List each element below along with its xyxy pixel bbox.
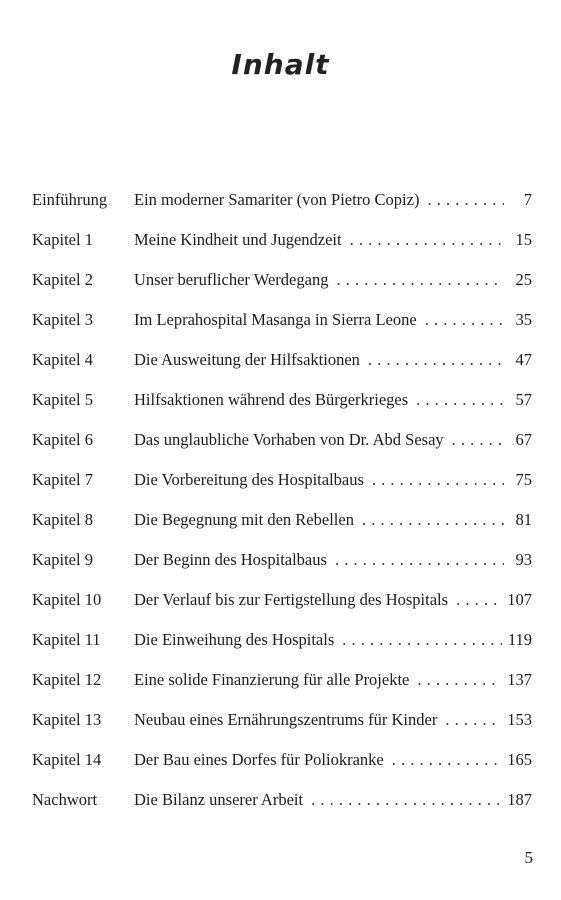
toc-page-number: 47	[515, 350, 532, 369]
toc-leader	[445, 702, 501, 738]
toc-leader	[372, 462, 504, 498]
toc-row-kapitel-5	[32, 382, 532, 422]
toc-row-kapitel-4	[32, 342, 532, 382]
toc-row-kapitel-8	[32, 502, 532, 542]
table-of-contents	[32, 182, 532, 822]
toc-leader	[335, 542, 504, 578]
toc-leader	[417, 662, 501, 698]
toc-row-kapitel-9	[32, 542, 532, 582]
toc-title: Unser beruflicher Werdegang	[134, 270, 329, 289]
toc-label: Kapitel 4	[32, 350, 93, 369]
toc-leader	[362, 502, 504, 538]
toc-leader	[425, 302, 504, 338]
toc-label: Kapitel 8	[32, 510, 93, 529]
toc-page-number: 57	[515, 390, 532, 409]
toc-title: Ein moderner Samariter (von Pietro Copiz)	[134, 190, 420, 209]
toc-label: Kapitel 9	[32, 550, 93, 569]
toc-row-kapitel-1	[32, 222, 532, 262]
toc-leader	[311, 782, 501, 818]
toc-title: Die Begegnung mit den Rebellen	[134, 510, 354, 529]
toc-title: Der Verlauf bis zur Fertigstellung des Hospitals	[134, 590, 449, 609]
toc-leader	[452, 422, 504, 458]
toc-row-kapitel-10	[32, 582, 532, 622]
toc-title: Die Einweihung des Hospitals	[134, 630, 335, 649]
toc-page-number: 75	[515, 470, 532, 489]
toc-page-number: 35	[515, 310, 532, 329]
toc-page-number: 119	[507, 630, 532, 649]
toc-page-number: 187	[507, 790, 532, 809]
toc-page-number: 107	[507, 590, 532, 609]
toc-leader	[456, 582, 501, 618]
toc-title: Die Bilanz unserer Arbeit	[134, 790, 304, 809]
toc-title: Der Bau eines Dorfes für Poliokranke	[134, 750, 384, 769]
toc-page-number: 165	[507, 750, 532, 769]
toc-title: Das unglaubliche Vorhaben von Dr. Abd Sesay	[134, 430, 444, 449]
toc-row-einfuehrung	[32, 182, 532, 222]
toc-leader	[427, 182, 504, 218]
toc-label: Einführung	[32, 190, 108, 209]
toc-label: Kapitel 13	[32, 710, 102, 729]
toc-label: Kapitel 3	[32, 310, 93, 329]
toc-title: Meine Kindheit und Jugendzeit	[134, 230, 342, 249]
toc-leader	[350, 222, 504, 258]
toc-leader	[336, 262, 504, 298]
toc-page-number: 15	[515, 230, 532, 249]
toc-row-kapitel-11	[32, 622, 532, 662]
toc-leader	[416, 382, 504, 418]
toc-label: Kapitel 1	[32, 230, 93, 249]
toc-label: Kapitel 14	[32, 750, 102, 769]
toc-label: Kapitel 10	[32, 590, 102, 609]
toc-title: Eine solide Finanzierung für alle Projekte	[134, 670, 410, 689]
toc-row-kapitel-13	[32, 702, 532, 742]
page-number: 5	[524, 848, 533, 867]
toc-leader	[392, 742, 502, 778]
toc-leader	[368, 342, 504, 378]
toc-title: Die Vorbereitung des Hospitalbaus	[134, 470, 364, 489]
toc-page-number: 93	[515, 550, 532, 569]
toc-label: Kapitel 11	[32, 630, 101, 649]
toc-page-number: 81	[515, 510, 532, 529]
toc-row-kapitel-14	[32, 742, 532, 782]
toc-label: Kapitel 6	[32, 430, 93, 449]
toc-leader	[342, 622, 502, 658]
toc-label: Kapitel 5	[32, 390, 93, 409]
page-title: Inhalt	[231, 48, 330, 81]
toc-row-kapitel-7	[32, 462, 532, 502]
toc-label: Kapitel 2	[32, 270, 93, 289]
toc-page-number: 7	[523, 190, 532, 209]
toc-title: Neubau eines Ernährungszentrums für Kinder	[134, 710, 438, 729]
toc-page-number: 67	[515, 430, 532, 449]
toc-label: Kapitel 12	[32, 670, 102, 689]
toc-title: Der Beginn des Hospitalbaus	[134, 550, 327, 569]
toc-row-kapitel-12	[32, 662, 532, 702]
toc-label: Kapitel 7	[32, 470, 93, 489]
toc-row-kapitel-3	[32, 302, 532, 342]
toc-title: Im Leprahospital Masanga in Sierra Leone	[134, 310, 417, 329]
toc-page-number: 25	[515, 270, 532, 289]
toc-row-nachwort	[32, 782, 532, 822]
toc-row-kapitel-6	[32, 422, 532, 462]
toc-label: Nachwort	[32, 790, 98, 809]
toc-row-kapitel-2	[32, 262, 532, 302]
toc-title: Hilfsaktionen während des Bürgerkrieges	[134, 390, 409, 409]
toc-title: Die Ausweitung der Hilfsaktionen	[134, 350, 360, 369]
toc-page-number: 137	[507, 670, 532, 689]
toc-page-number: 153	[507, 710, 532, 729]
